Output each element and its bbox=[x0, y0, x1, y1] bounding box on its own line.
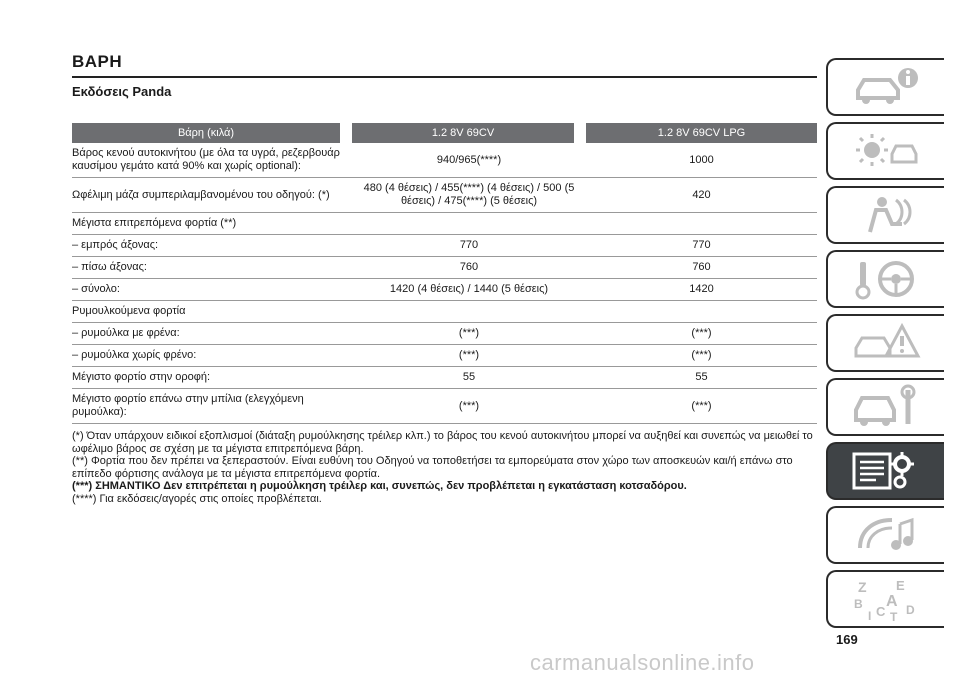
footnote-1: (*) Όταν υπάρχουν ειδικοί εξοπλισμοί (διάταξη ρυμούλκησης τρέιλερ κλπ.) το βάρος του κενού αυτοκινήτου μπορεί να αυξηθεί και συνεπώς να μειωθεί το ωφέλιμο βάρος σε σχέση με τα μέγιστα επιτρεπόμενα βάρη. bbox=[72, 430, 813, 455]
row-value-engine: 770 bbox=[352, 235, 586, 257]
row-label: – πίσω άξονας: bbox=[72, 257, 352, 279]
chapter-tab-starting[interactable] bbox=[826, 250, 944, 308]
table-row bbox=[72, 143, 817, 178]
row-label: – εμπρός άξονας: bbox=[72, 235, 352, 257]
watermark-url: carmanualsonline.info bbox=[530, 650, 755, 675]
table-row bbox=[72, 367, 817, 389]
table-row bbox=[72, 279, 817, 301]
footnote-4: (****) Για εκδόσεις/αγορές στις οποίες προβλέπεται. bbox=[72, 492, 322, 505]
weights-table bbox=[72, 123, 817, 424]
table-row bbox=[72, 323, 817, 345]
column-header-engine-lpg: 1.2 8V 69CV LPG bbox=[586, 123, 817, 143]
column-header-weights: Βάρη (κιλά) bbox=[72, 123, 340, 143]
row-label: – σύνολο: bbox=[72, 279, 352, 301]
page-number: 169 bbox=[836, 632, 858, 647]
table-row bbox=[72, 213, 817, 235]
chapter-tab-emergency[interactable] bbox=[826, 314, 944, 372]
index-letters-icon bbox=[846, 576, 926, 622]
row-value-engine-lpg: 760 bbox=[586, 257, 817, 279]
row-value-engine: 55 bbox=[352, 367, 586, 389]
row-label: Μέγιστο φορτίο επάνω στην μπίλια (ελεγχόμενη ρυμούλκα): bbox=[72, 389, 352, 424]
row-value-engine: (***) bbox=[352, 323, 586, 345]
row-value-engine: 940/965(****) bbox=[352, 143, 586, 178]
footnote-3: (***) ΣΗΜΑΝΤΙΚΟ Δεν επιτρέπεται η ρυμούλκηση τρέιλερ και, συνεπώς, δεν προβλέπεται η εγκατάσταση κοτσαδόρου. bbox=[72, 480, 687, 492]
row-label: – ρυμούλκα χωρίς φρένο: bbox=[72, 345, 352, 367]
row-value-engine-lpg bbox=[586, 301, 817, 323]
table-row bbox=[72, 257, 817, 279]
row-value-engine bbox=[352, 301, 586, 323]
multimedia-icon bbox=[846, 512, 926, 558]
main-content bbox=[72, 52, 817, 505]
row-value-engine: (***) bbox=[352, 345, 586, 367]
chapter-tab-dashboard[interactable] bbox=[826, 122, 944, 180]
svg-text:Z: Z bbox=[858, 579, 867, 595]
row-label: Ωφέλιμη μάζα συμπεριλαμβανομένου του οδηγού: (*) bbox=[72, 178, 352, 213]
svg-text:D: D bbox=[906, 603, 915, 617]
row-value-engine bbox=[352, 213, 586, 235]
chapter-tab-safety[interactable] bbox=[826, 186, 944, 244]
page-subtitle: Εκδόσεις Panda bbox=[72, 84, 172, 99]
svg-text:C: C bbox=[876, 604, 886, 619]
car-info-icon bbox=[846, 64, 926, 110]
svg-text:E: E bbox=[896, 578, 905, 593]
table-body bbox=[72, 143, 817, 424]
row-value-engine-lpg: 770 bbox=[586, 235, 817, 257]
row-label: Βάρος κενού αυτοκινήτου (με όλα τα υγρά, ρεζερβουάρ καυσίμου γεμάτο κατά 90% και χωρίς optional): bbox=[72, 143, 352, 178]
row-value-engine: (***) bbox=[352, 389, 586, 424]
chapter-tab-index[interactable] bbox=[826, 570, 944, 628]
row-value-engine-lpg: 1420 bbox=[586, 279, 817, 301]
table-row bbox=[72, 235, 817, 257]
footnote-2: (**) Φορτία που δεν πρέπει να ξεπεραστούν. Είναι ευθύνη του Οδηγού να τοποθετήσει τα εμπορεύματα στον χώρο των αποσκευών και/ή επάνω στο επίπεδο φόρτισης ανάλογα με τα μέγιστα επιτρεπόμενα φορτία. bbox=[72, 455, 793, 480]
chapter-tab-technical-specs[interactable] bbox=[826, 442, 944, 500]
dashboard-lights-icon bbox=[846, 128, 926, 174]
row-label: Μέγιστο φορτίο στην οροφή: bbox=[72, 367, 352, 389]
row-label: Μέγιστα επιτρεπόμενα φορτία (**) bbox=[72, 213, 352, 235]
airbag-seat-icon bbox=[846, 192, 926, 238]
row-value-engine-lpg: 420 bbox=[586, 178, 817, 213]
table-row bbox=[72, 178, 817, 213]
row-value-engine-lpg bbox=[586, 213, 817, 235]
row-value-engine-lpg: (***) bbox=[586, 345, 817, 367]
row-value-engine: 480 (4 θέσεις) / 455(****) (4 θέσεις) / 500 (5 θέσεις) / 475(****) (5 θέσεις) bbox=[352, 178, 586, 213]
svg-text:B: B bbox=[854, 597, 863, 611]
svg-text:A: A bbox=[886, 593, 898, 610]
row-label: – ρυμούλκα με φρένα: bbox=[72, 323, 352, 345]
car-wrench-icon bbox=[846, 384, 926, 430]
row-value-engine-lpg: 1000 bbox=[586, 143, 817, 178]
table-row bbox=[72, 345, 817, 367]
key-steering-icon bbox=[846, 256, 926, 302]
table-header-row bbox=[72, 123, 817, 143]
page-title: ΒΑΡΗ bbox=[72, 52, 817, 78]
specs-gear-icon bbox=[846, 448, 926, 494]
chapter-tab-maintenance[interactable] bbox=[826, 378, 944, 436]
chapter-tab-multimedia[interactable] bbox=[826, 506, 944, 564]
svg-text:T: T bbox=[890, 610, 898, 622]
chapter-tab-car-info[interactable] bbox=[826, 58, 944, 116]
table-row bbox=[72, 301, 817, 323]
row-value-engine: 760 bbox=[352, 257, 586, 279]
warning-triangle-icon bbox=[846, 320, 926, 366]
row-value-engine-lpg: (***) bbox=[586, 389, 817, 424]
row-label: Ρυμουλκούμενα φορτία bbox=[72, 301, 352, 323]
row-value-engine-lpg: 55 bbox=[586, 367, 817, 389]
table-row bbox=[72, 389, 817, 424]
row-value-engine-lpg: (***) bbox=[586, 323, 817, 345]
column-header-engine: 1.2 8V 69CV bbox=[352, 123, 574, 143]
row-value-engine: 1420 (4 θέσεις) / 1440 (5 θέσεις) bbox=[352, 279, 586, 301]
footnotes bbox=[72, 430, 817, 505]
svg-text:I: I bbox=[868, 609, 872, 622]
chapter-sidebar bbox=[826, 58, 944, 634]
